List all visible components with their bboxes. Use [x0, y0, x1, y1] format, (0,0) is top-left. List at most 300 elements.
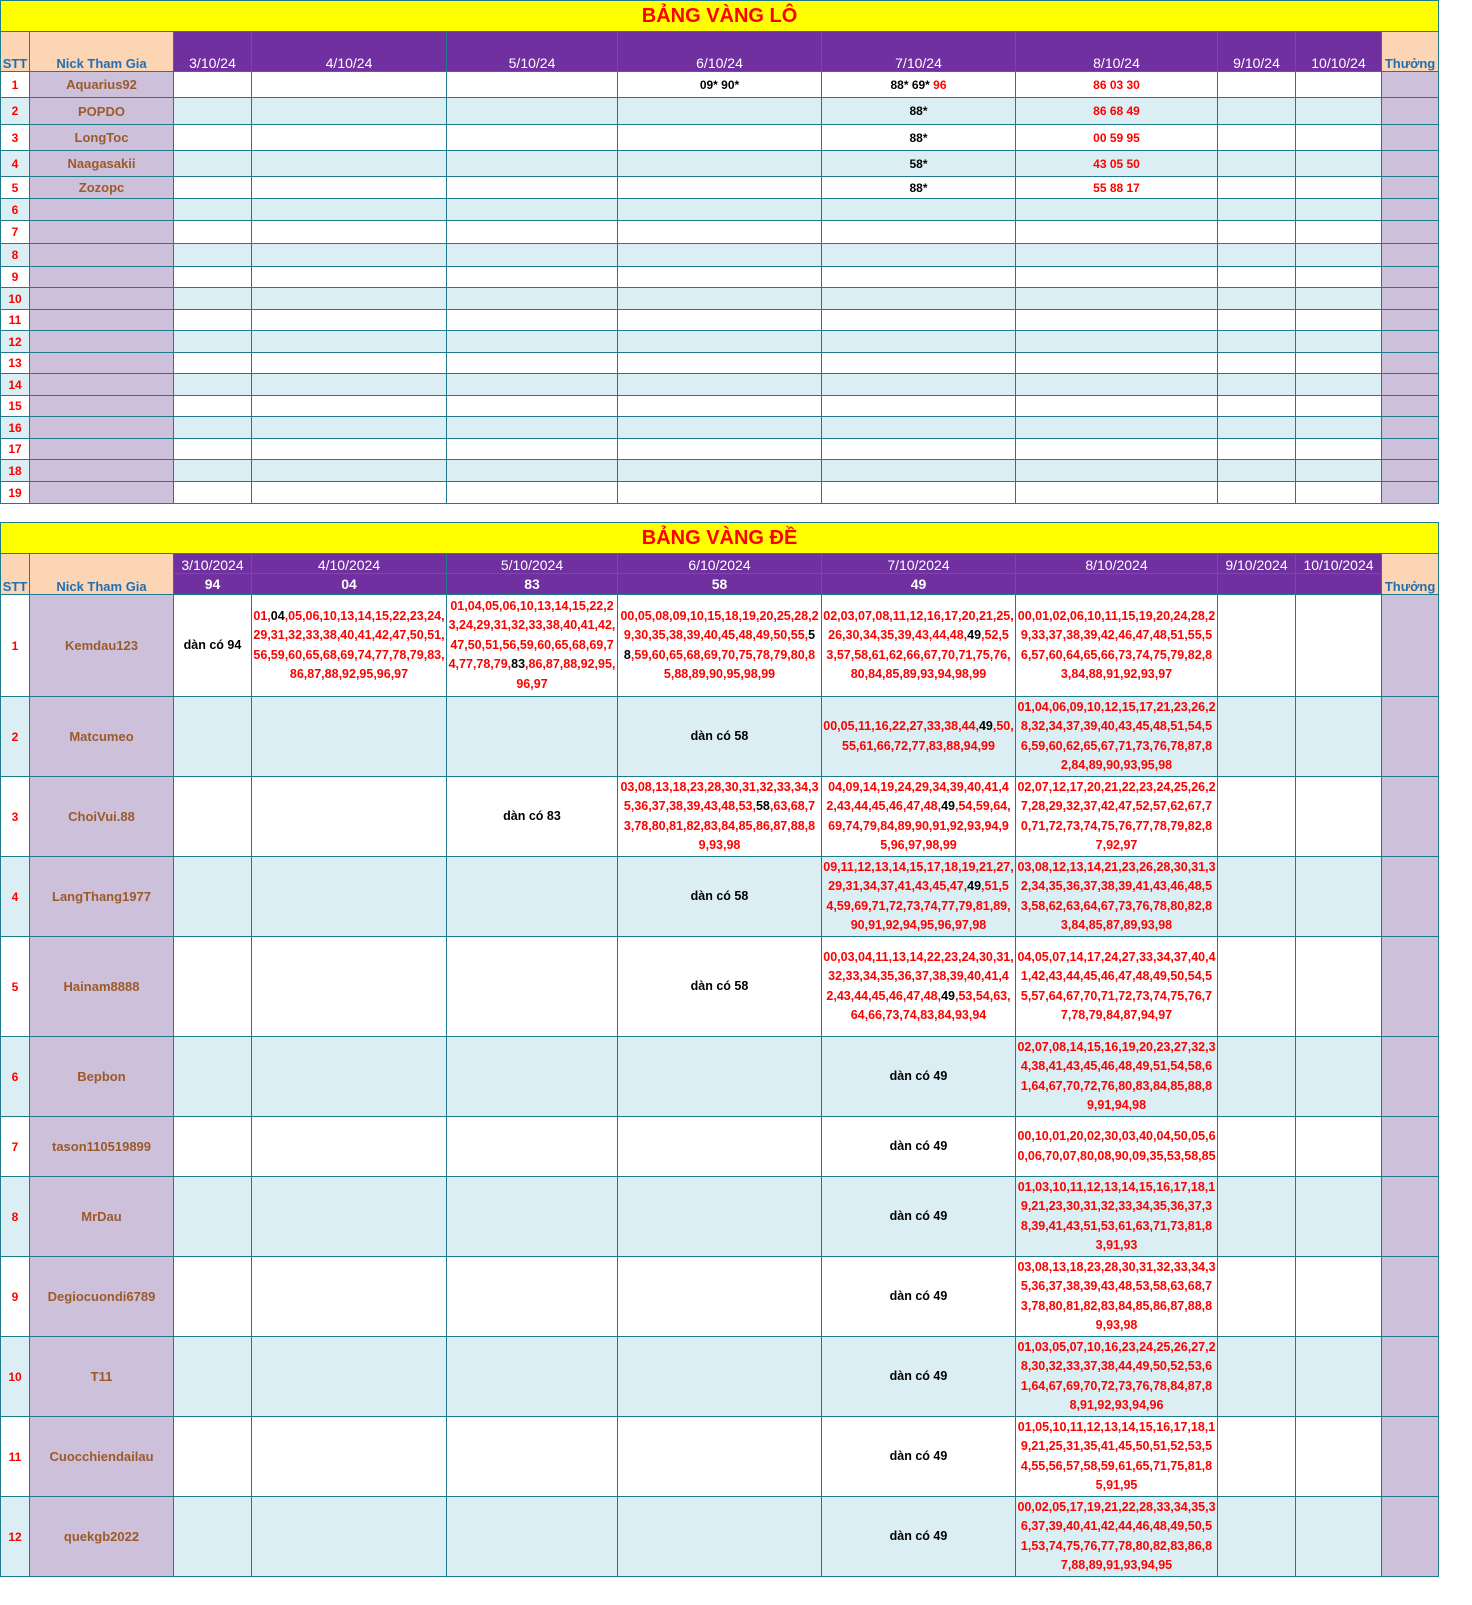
date-cell[interactable] [1296, 244, 1382, 267]
date-cell[interactable] [252, 288, 447, 310]
thuong-cell[interactable] [1382, 937, 1439, 1037]
date-cell[interactable] [1296, 1417, 1382, 1497]
date-cell[interactable] [1296, 1177, 1382, 1257]
date-cell[interactable] [447, 1177, 618, 1257]
date-cell[interactable] [1218, 267, 1296, 288]
date-cell[interactable] [822, 1497, 1016, 1577]
date-cell[interactable] [618, 331, 822, 353]
date-cell[interactable] [447, 310, 618, 331]
date-cell[interactable] [252, 460, 447, 482]
date-cell[interactable] [252, 151, 447, 177]
date-cell[interactable] [618, 1497, 822, 1577]
date-cell[interactable] [1296, 267, 1382, 288]
date-cell[interactable] [822, 331, 1016, 353]
date-cell[interactable] [174, 177, 252, 199]
date-cell[interactable] [822, 1257, 1016, 1337]
number-list: ,86,87,88,92,95,96,97 [516, 657, 616, 691]
date-cell[interactable] [174, 777, 252, 857]
date-cell[interactable] [252, 1117, 447, 1177]
date-cell[interactable] [252, 1337, 447, 1417]
date-cell[interactable] [447, 697, 618, 777]
date-cell[interactable] [447, 331, 618, 353]
date-cell[interactable] [618, 937, 822, 1037]
date-cell[interactable] [174, 199, 252, 221]
date-cell[interactable] [822, 460, 1016, 482]
date-cell[interactable] [1016, 374, 1218, 396]
date-cell[interactable] [252, 72, 447, 98]
thuong-cell[interactable] [1382, 199, 1439, 221]
date-cell[interactable] [1218, 151, 1296, 177]
date-cell[interactable] [822, 98, 1016, 125]
date-cell[interactable] [822, 177, 1016, 199]
date-cell[interactable] [1296, 199, 1382, 221]
date-cell[interactable] [1296, 697, 1382, 777]
date-cell[interactable] [1296, 1337, 1382, 1417]
date-cell[interactable] [822, 267, 1016, 288]
thuong-cell[interactable] [1382, 482, 1439, 504]
date-cell[interactable] [1296, 396, 1382, 417]
date-cell[interactable] [822, 417, 1016, 439]
date-cell[interactable] [252, 697, 447, 777]
date-cell[interactable] [618, 1337, 822, 1417]
date-cell[interactable] [1016, 177, 1218, 199]
nick-cell [30, 460, 174, 482]
date-cell[interactable] [447, 777, 618, 857]
date-cell[interactable] [822, 1337, 1016, 1417]
date-cell[interactable] [447, 151, 618, 177]
date-cell[interactable] [1016, 331, 1218, 353]
date-cell[interactable] [1218, 374, 1296, 396]
date-cell[interactable] [618, 482, 822, 504]
date-cell[interactable] [1296, 417, 1382, 439]
date-cell[interactable] [1016, 1257, 1218, 1337]
date-cell[interactable] [174, 331, 252, 353]
date-cell[interactable] [174, 353, 252, 374]
date-cell[interactable] [822, 310, 1016, 331]
date-cell[interactable] [1218, 1177, 1296, 1257]
date-cell[interactable] [1016, 697, 1218, 777]
de-header-nick: Nick Tham Gia [30, 554, 174, 595]
date-cell[interactable] [252, 937, 447, 1037]
date-cell[interactable] [252, 396, 447, 417]
date-cell[interactable] [174, 595, 252, 697]
date-cell[interactable] [1296, 1257, 1382, 1337]
date-cell[interactable] [1218, 697, 1296, 777]
date-cell[interactable] [252, 221, 447, 244]
date-cell[interactable] [1016, 460, 1218, 482]
date-cell[interactable] [822, 199, 1016, 221]
row-number: 5 [1, 937, 30, 1037]
date-cell[interactable] [1016, 417, 1218, 439]
date-cell[interactable] [822, 1177, 1016, 1257]
date-cell[interactable] [618, 310, 822, 331]
date-cell[interactable] [1016, 1337, 1218, 1417]
date-cell[interactable] [252, 374, 447, 396]
date-cell[interactable] [1296, 177, 1382, 199]
date-cell[interactable] [618, 1037, 822, 1117]
de-row [1, 1117, 1439, 1177]
date-cell[interactable] [252, 353, 447, 374]
date-cell[interactable] [1218, 777, 1296, 857]
date-cell[interactable] [1218, 857, 1296, 937]
date-cell[interactable] [174, 288, 252, 310]
date-cell[interactable] [822, 697, 1016, 777]
date-cell[interactable] [1296, 1037, 1382, 1117]
thuong-cell[interactable] [1382, 1037, 1439, 1117]
date-cell[interactable] [252, 777, 447, 857]
date-cell[interactable] [1016, 777, 1218, 857]
date-cell[interactable] [174, 151, 252, 177]
date-cell[interactable] [618, 151, 822, 177]
date-cell[interactable] [1016, 125, 1218, 151]
date-cell[interactable] [618, 98, 822, 125]
date-cell[interactable] [1218, 439, 1296, 460]
date-cell[interactable] [1016, 1177, 1218, 1257]
date-cell[interactable] [1016, 72, 1218, 98]
lo-header-date: 4/10/24 [252, 32, 447, 72]
date-cell[interactable] [252, 857, 447, 937]
date-cell[interactable] [447, 482, 618, 504]
date-cell[interactable] [618, 460, 822, 482]
date-cell[interactable] [1016, 595, 1218, 697]
date-cell[interactable] [1016, 353, 1218, 374]
date-cell[interactable] [618, 177, 822, 199]
date-cell[interactable] [618, 857, 822, 937]
date-cell[interactable] [618, 417, 822, 439]
date-cell[interactable] [1296, 310, 1382, 331]
date-cell[interactable] [822, 777, 1016, 857]
date-cell[interactable] [1016, 310, 1218, 331]
date-cell[interactable] [822, 439, 1016, 460]
date-cell[interactable] [822, 482, 1016, 504]
date-cell[interactable] [618, 125, 822, 151]
date-cell[interactable] [447, 1337, 618, 1417]
date-cell[interactable] [174, 697, 252, 777]
date-cell[interactable] [447, 1497, 618, 1577]
date-cell[interactable] [1218, 595, 1296, 697]
date-cell[interactable] [822, 857, 1016, 937]
date-cell[interactable] [1218, 288, 1296, 310]
date-cell[interactable] [174, 439, 252, 460]
date-cell[interactable] [822, 1037, 1016, 1117]
thuong-cell[interactable] [1382, 288, 1439, 310]
date-cell[interactable] [618, 244, 822, 267]
date-cell[interactable] [1218, 482, 1296, 504]
date-cell[interactable] [447, 244, 618, 267]
date-cell[interactable] [618, 1177, 822, 1257]
nick-cell: ChoiVui.88 [30, 777, 174, 857]
thuong-cell[interactable] [1382, 72, 1439, 98]
row-number: 10 [1, 1337, 30, 1417]
thuong-cell[interactable] [1382, 439, 1439, 460]
date-cell[interactable] [252, 1497, 447, 1577]
date-cell[interactable] [447, 288, 618, 310]
date-cell[interactable] [174, 482, 252, 504]
date-cell[interactable] [252, 1177, 447, 1257]
date-cell[interactable] [618, 697, 822, 777]
date-cell[interactable] [822, 1117, 1016, 1177]
thuong-cell[interactable] [1382, 244, 1439, 267]
date-cell[interactable] [822, 374, 1016, 396]
date-cell[interactable] [252, 417, 447, 439]
date-cell[interactable] [1218, 1497, 1296, 1577]
row-number: 7 [1, 1117, 30, 1177]
date-cell[interactable] [252, 1417, 447, 1497]
date-cell[interactable] [1218, 199, 1296, 221]
thuong-cell[interactable] [1382, 221, 1439, 244]
date-cell[interactable] [1296, 72, 1382, 98]
date-cell[interactable] [1296, 98, 1382, 125]
date-cell[interactable] [1016, 1037, 1218, 1117]
date-cell[interactable] [252, 199, 447, 221]
date-cell[interactable] [252, 177, 447, 199]
date-cell[interactable] [618, 396, 822, 417]
thuong-cell[interactable] [1382, 310, 1439, 331]
date-cell[interactable] [174, 125, 252, 151]
date-cell[interactable] [1218, 1037, 1296, 1117]
thuong-cell[interactable] [1382, 177, 1439, 199]
thuong-cell[interactable] [1382, 1257, 1439, 1337]
thuong-cell[interactable] [1382, 857, 1439, 937]
date-cell[interactable] [1218, 1417, 1296, 1497]
date-cell[interactable] [447, 1117, 618, 1177]
date-cell[interactable] [822, 244, 1016, 267]
date-cell[interactable] [447, 857, 618, 937]
date-cell[interactable] [822, 288, 1016, 310]
date-cell[interactable] [822, 396, 1016, 417]
date-cell[interactable] [1296, 1497, 1382, 1577]
date-cell[interactable] [618, 267, 822, 288]
date-cell[interactable] [618, 288, 822, 310]
date-cell[interactable] [174, 417, 252, 439]
date-cell[interactable] [174, 937, 252, 1037]
date-cell[interactable] [174, 1337, 252, 1417]
date-cell[interactable] [252, 595, 447, 697]
thuong-cell[interactable] [1382, 595, 1439, 697]
date-cell[interactable] [1016, 151, 1218, 177]
date-cell[interactable] [174, 1497, 252, 1577]
date-cell[interactable] [1016, 937, 1218, 1037]
date-cell[interactable] [1218, 1117, 1296, 1177]
thuong-cell[interactable] [1382, 697, 1439, 777]
date-cell[interactable] [174, 310, 252, 331]
date-cell[interactable] [447, 199, 618, 221]
date-cell[interactable] [822, 151, 1016, 177]
date-cell[interactable] [1218, 396, 1296, 417]
date-cell[interactable] [252, 125, 447, 151]
date-cell[interactable] [1218, 221, 1296, 244]
thuong-cell[interactable] [1382, 777, 1439, 857]
date-cell[interactable] [174, 1257, 252, 1337]
date-cell[interactable] [174, 244, 252, 267]
date-cell[interactable] [447, 1257, 618, 1337]
date-cell[interactable] [174, 267, 252, 288]
date-cell[interactable] [1218, 331, 1296, 353]
thuong-cell[interactable] [1382, 1497, 1439, 1577]
date-cell[interactable] [1296, 221, 1382, 244]
thuong-cell[interactable] [1382, 353, 1439, 374]
thuong-cell[interactable] [1382, 98, 1439, 125]
thuong-cell[interactable] [1382, 267, 1439, 288]
date-cell[interactable] [822, 125, 1016, 151]
date-cell[interactable] [447, 221, 618, 244]
date-cell[interactable] [822, 72, 1016, 98]
lo-row [1, 221, 1439, 244]
date-cell[interactable] [1296, 439, 1382, 460]
date-cell[interactable] [252, 439, 447, 460]
thuong-cell[interactable] [1382, 1177, 1439, 1257]
date-cell[interactable] [252, 331, 447, 353]
number-list: 01, [253, 608, 271, 623]
date-cell[interactable] [174, 221, 252, 244]
date-cell[interactable] [447, 417, 618, 439]
date-cell[interactable] [618, 1117, 822, 1177]
date-cell[interactable] [447, 439, 618, 460]
date-cell[interactable] [1296, 288, 1382, 310]
date-cell[interactable] [1296, 777, 1382, 857]
date-cell[interactable] [174, 98, 252, 125]
date-cell[interactable] [1296, 937, 1382, 1037]
thuong-cell[interactable] [1382, 460, 1439, 482]
date-cell[interactable] [618, 199, 822, 221]
date-cell[interactable] [174, 1117, 252, 1177]
de-header-stt: STT [1, 554, 30, 595]
date-cell[interactable] [1218, 98, 1296, 125]
date-cell[interactable] [1016, 439, 1218, 460]
date-cell[interactable] [252, 267, 447, 288]
date-cell[interactable] [252, 244, 447, 267]
date-cell[interactable] [447, 460, 618, 482]
date-cell[interactable] [1016, 396, 1218, 417]
date-cell[interactable] [1218, 72, 1296, 98]
date-cell[interactable] [1296, 482, 1382, 504]
thuong-cell[interactable] [1382, 417, 1439, 439]
date-cell[interactable] [447, 1417, 618, 1497]
thuong-cell[interactable] [1382, 331, 1439, 353]
thuong-cell[interactable] [1382, 374, 1439, 396]
lo-title: BẢNG VÀNG LÔ [1, 1, 1439, 32]
date-cell[interactable] [822, 1417, 1016, 1497]
date-cell[interactable] [618, 439, 822, 460]
date-cell[interactable] [1296, 151, 1382, 177]
date-cell[interactable] [252, 310, 447, 331]
date-cell[interactable] [174, 374, 252, 396]
date-cell[interactable] [1016, 267, 1218, 288]
date-cell[interactable] [1016, 199, 1218, 221]
date-cell[interactable] [1218, 460, 1296, 482]
date-cell[interactable] [447, 595, 618, 697]
row-number: 11 [1, 1417, 30, 1497]
date-cell[interactable] [1296, 353, 1382, 374]
date-cell[interactable] [252, 482, 447, 504]
date-cell[interactable] [618, 72, 822, 98]
de-header-date: 3/10/2024 [174, 554, 252, 574]
date-cell[interactable] [1296, 595, 1382, 697]
date-cell[interactable] [618, 595, 822, 697]
date-cell[interactable] [618, 221, 822, 244]
date-cell[interactable] [822, 595, 1016, 697]
date-cell[interactable] [1296, 460, 1382, 482]
row-number: 2 [1, 697, 30, 777]
date-cell[interactable] [174, 1417, 252, 1497]
date-cell[interactable] [1218, 244, 1296, 267]
date-cell[interactable] [174, 396, 252, 417]
date-cell[interactable] [1218, 177, 1296, 199]
date-cell[interactable] [1296, 1117, 1382, 1177]
date-cell[interactable] [618, 374, 822, 396]
date-cell[interactable] [1016, 244, 1218, 267]
date-cell[interactable] [447, 374, 618, 396]
date-cell[interactable] [1296, 857, 1382, 937]
date-cell[interactable] [1016, 288, 1218, 310]
date-cell[interactable] [1296, 125, 1382, 151]
date-cell[interactable] [1016, 1417, 1218, 1497]
date-cell[interactable] [1296, 374, 1382, 396]
date-cell[interactable] [822, 937, 1016, 1037]
lo-header-date: 6/10/24 [618, 32, 822, 72]
date-cell[interactable] [1016, 1497, 1218, 1577]
date-cell[interactable] [447, 72, 618, 98]
date-cell[interactable] [252, 1257, 447, 1337]
date-cell[interactable] [618, 777, 822, 857]
date-cell[interactable] [252, 98, 447, 125]
thuong-cell[interactable] [1382, 151, 1439, 177]
date-cell[interactable] [1218, 417, 1296, 439]
date-cell[interactable] [174, 72, 252, 98]
date-cell[interactable] [1296, 331, 1382, 353]
date-cell[interactable] [447, 396, 618, 417]
date-cell[interactable] [174, 1177, 252, 1257]
date-cell[interactable] [252, 1037, 447, 1117]
thuong-cell[interactable] [1382, 125, 1439, 151]
highlight-text: dàn có 58 [690, 728, 749, 743]
date-cell[interactable] [447, 1037, 618, 1117]
date-cell[interactable] [1218, 310, 1296, 331]
date-cell[interactable] [447, 353, 618, 374]
date-cell[interactable] [822, 353, 1016, 374]
date-cell[interactable] [618, 1417, 822, 1497]
date-cell[interactable] [822, 221, 1016, 244]
date-cell[interactable] [1016, 221, 1218, 244]
date-cell[interactable] [447, 98, 618, 125]
date-cell[interactable] [1218, 125, 1296, 151]
thuong-cell[interactable] [1382, 1337, 1439, 1417]
highlight-text: dàn có 49 [889, 1448, 948, 1463]
thuong-cell[interactable] [1382, 1117, 1439, 1177]
row-number: 3 [1, 125, 30, 151]
date-cell[interactable] [1016, 98, 1218, 125]
date-cell[interactable] [1016, 1117, 1218, 1177]
date-cell[interactable] [1016, 482, 1218, 504]
date-cell[interactable] [447, 937, 618, 1037]
date-cell[interactable] [447, 177, 618, 199]
date-cell[interactable] [174, 460, 252, 482]
row-number: 17 [1, 439, 30, 460]
date-cell[interactable] [447, 125, 618, 151]
date-cell[interactable] [1218, 1257, 1296, 1337]
date-cell[interactable] [447, 267, 618, 288]
date-cell[interactable] [1218, 353, 1296, 374]
date-cell[interactable] [1016, 857, 1218, 937]
thuong-cell[interactable] [1382, 1417, 1439, 1497]
date-cell[interactable] [1218, 1337, 1296, 1417]
thuong-cell[interactable] [1382, 396, 1439, 417]
date-cell[interactable] [1218, 937, 1296, 1037]
date-cell[interactable] [618, 1257, 822, 1337]
date-cell[interactable] [618, 353, 822, 374]
date-cell[interactable] [174, 857, 252, 937]
date-cell[interactable] [174, 1037, 252, 1117]
